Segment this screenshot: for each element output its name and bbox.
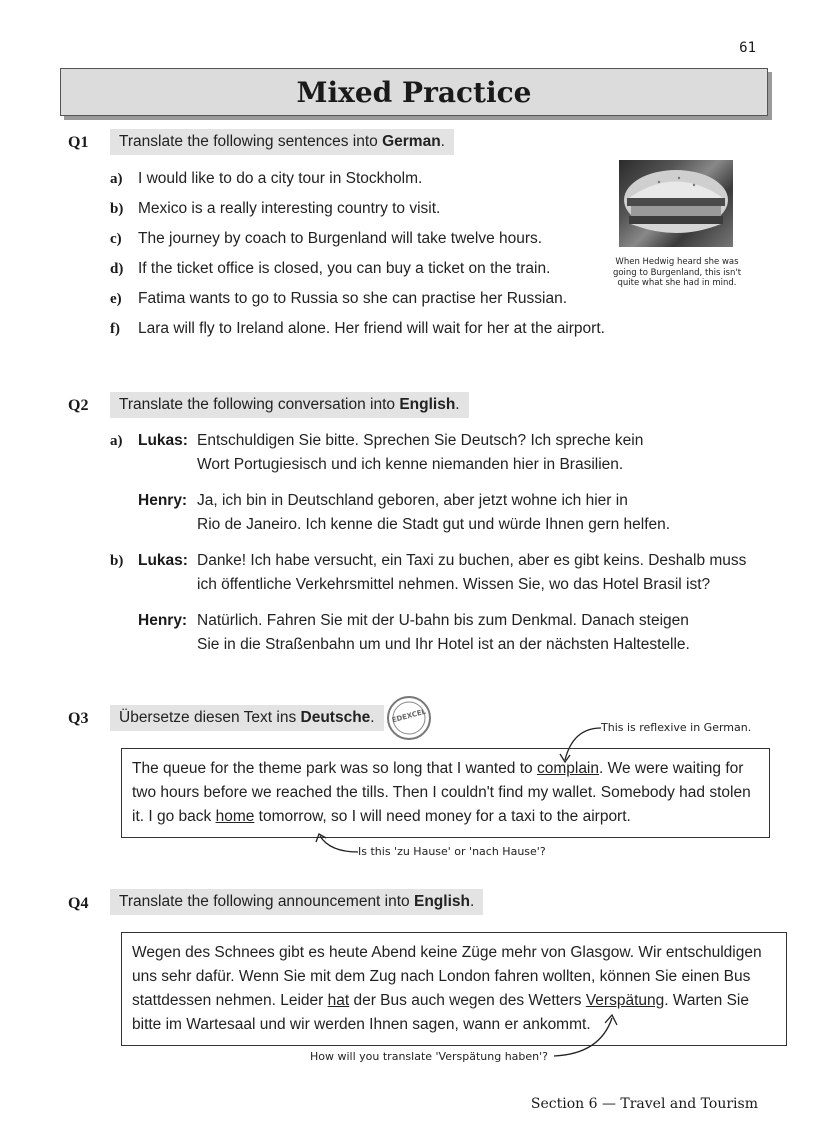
- passage-text: Wegen des Schnees gibt es heute Abend keine Züge mehr von Glasgow. Wir entschuldigen uns sehr dafür. Wenn Sie mit dem Zug nach London fahren wollten, können Sie einen Bus stattdessen nehmen. Leider: [132, 944, 762, 1009]
- sentence: Lara will fly to Ireland alone. Her friend will wait for her at the airport.: [138, 320, 605, 337]
- sentence: Fatima wants to go to Russia so she can practise her Russian.: [138, 290, 568, 307]
- dialogue-line: ich öffentliche Verkehrsmittel nehmen. Wissen Sie, wo das Hotel Brasil ist?: [197, 576, 711, 593]
- instruction-language: Deutsche: [300, 709, 371, 726]
- underlined-word: complain: [536, 760, 599, 777]
- instruction-text: Translate the following conversation into: [119, 396, 400, 413]
- instruction-text: Übersetze diesen Text ins: [119, 709, 301, 726]
- item-letter: e): [110, 291, 122, 307]
- dialogue-line: Wort Portugiesisch und ich kenne niemanden hier in Brasilien.: [197, 456, 624, 473]
- instruction: [110, 129, 454, 155]
- section-footer: Section 6 — Travel and Tourism: [530, 1096, 758, 1112]
- passage-text: der Bus auch wegen des Wetters: [349, 992, 586, 1009]
- title-bar: [60, 68, 768, 116]
- burger-photo: [619, 160, 733, 247]
- speaker-name: Henry:: [138, 612, 188, 629]
- instruction-language: English: [399, 396, 456, 413]
- instruction-end: .: [370, 709, 375, 726]
- underlined-word: home: [215, 808, 255, 825]
- instruction: [110, 889, 483, 915]
- speaker-name: Lukas:: [138, 552, 188, 569]
- item-letter: b): [110, 201, 124, 217]
- instruction-language: German: [382, 133, 441, 150]
- hint-arrow-icon: [550, 1010, 620, 1062]
- instruction: [110, 392, 469, 418]
- dialogue-line: Sie in die Straßenbahn um und Ihr Hotel ist an der nächsten Haltestelle.: [197, 636, 690, 653]
- item-letter: d): [110, 261, 124, 277]
- passage-text: . Warten Sie bitte im Wartesaal und wir werden Ihnen sagen, wann er ankommt.: [132, 992, 749, 1033]
- instruction-language: English: [413, 893, 470, 910]
- instruction-end: .: [469, 893, 475, 910]
- hint-note: Is this 'zu Hause' or 'nach Hause'?: [358, 845, 546, 858]
- item-letter: b): [110, 553, 124, 569]
- edexcel-stamp: [386, 695, 432, 741]
- question-number: Q4: [68, 895, 89, 912]
- sentence: Mexico is a really interesting country to visit.: [138, 200, 441, 217]
- hint-note: How will you translate 'Verspätung haben'?: [310, 1050, 548, 1063]
- dialogue-line: Natürlich. Fahren Sie mit der U-bahn bis zum Denkmal. Danach steigen: [197, 612, 689, 629]
- question-number: Q3: [68, 710, 89, 727]
- dialogue-line: Danke! Ich habe versucht, ein Taxi zu buchen, aber es gibt keins. Deshalb muss: [197, 552, 747, 569]
- sentence: I would like to do a city tour in Stockholm.: [138, 170, 423, 187]
- item-letter: f): [110, 321, 120, 337]
- speaker-name: Henry:: [138, 492, 188, 509]
- sentence: If the ticket office is closed, you can buy a ticket on the train.: [138, 260, 551, 277]
- item-letter: c): [110, 231, 122, 247]
- hint-note: This is reflexive in German.: [601, 721, 752, 734]
- passage-text: The queue for the theme park was so long that I wanted to: [132, 760, 537, 777]
- passage-text: . We were waiting for two hours before we reached the tills. Then I couldn't find my wallet. Somebody had stolen it. I go back: [132, 760, 751, 825]
- speaker-name: Lukas:: [138, 432, 188, 449]
- question-number: Q1: [68, 134, 89, 151]
- instruction: [110, 705, 384, 731]
- instruction-text: Translate the following announcement into: [119, 893, 414, 910]
- item-letter: a): [110, 171, 123, 187]
- underlined-word: Verspätung: [585, 992, 665, 1009]
- dialogue-line: Ja, ich bin in Deutschland geboren, aber jetzt wohne ich hier in: [197, 492, 628, 509]
- question-number: Q2: [68, 397, 89, 414]
- instruction-end: .: [455, 396, 460, 413]
- photo-caption: When Hedwig heard she was going to Burgenland, this isn't quite what she had in mind.: [612, 257, 742, 288]
- sentence: The journey by coach to Burgenland will take twelve hours.: [138, 230, 543, 247]
- instruction-end: .: [440, 133, 445, 150]
- translation-box: [121, 932, 787, 1046]
- dialogue-line: Rio de Janeiro. Ich kenne die Stadt gut und würde Ihnen gern helfen.: [197, 516, 671, 533]
- burger-illustration: [619, 160, 733, 247]
- page-number: 61: [739, 40, 756, 56]
- stamp-label: EDEXCEL: [391, 707, 427, 725]
- page-title: Mixed Practice: [296, 75, 532, 109]
- item-letter: a): [110, 433, 123, 449]
- passage-text: tomorrow, so I will need money for a taxi to the airport.: [254, 808, 631, 825]
- translation-box: [121, 748, 770, 838]
- dialogue-line: Entschuldigen Sie bitte. Sprechen Sie Deutsch? Ich spreche kein: [197, 432, 644, 449]
- instruction-text: Translate the following sentences into: [119, 133, 383, 150]
- hint-arrow-icon: [310, 830, 360, 858]
- underlined-word: hat: [327, 992, 350, 1009]
